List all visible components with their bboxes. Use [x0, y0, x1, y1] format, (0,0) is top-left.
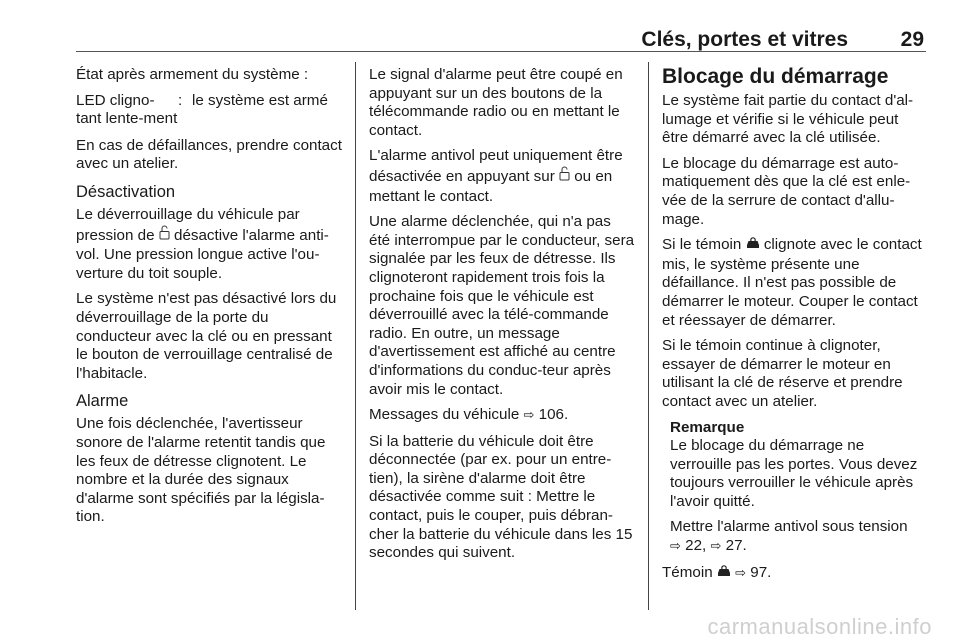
heading-deactivation: Désactivation [76, 182, 176, 201]
failure-paragraph: En cas de défaillances, prendre contact avec un atelier. [76, 136, 342, 173]
deactivation-paragraph-2: Le système n'est pas désactivé lors du déverrouillage de la porte du conducteur avec la clé ou en pressant le bouton de verrouillage centralisé de l'habitacle. [76, 290, 337, 382]
column-2 [369, 66, 635, 570]
note-heading: Remarque [670, 418, 745, 436]
led-colon: : [178, 91, 183, 109]
section-title: Clés, portes et vitres [641, 28, 848, 51]
column-3 [662, 66, 928, 590]
column-1 [76, 66, 342, 534]
arming-intro: État après armement du système : [76, 66, 309, 83]
note-box [662, 419, 928, 557]
note-paragraph-2: Mettre l'alarme antivol sous tension ⇨ 22, ⇨ 27. [670, 518, 908, 555]
unlock-icon [559, 166, 570, 188]
arrow-right-icon: ⇨ [670, 539, 681, 555]
deactivation-paragraph-1: Le déverrouillage du véhicule par pression de désactive l'alarme anti-vol. Une pression longue active l'ou-verture du toit souple. [76, 205, 329, 282]
alarm-deactivate-paragraph: L'alarme antivol peut uniquement être désactivée en appuyant sur ou en mettant le contact. [369, 147, 623, 205]
page-ref-link[interactable]: 27. [725, 537, 747, 555]
page-number: 29 [900, 28, 924, 51]
arrow-right-icon: ⇨ [735, 565, 747, 581]
immobiliser-paragraph-3: Si le témoin clignote avec le contact mis, le système présente une défaillance. Il n'est pas possible de démarrer le moteur. Couper le contact et réessayer de démarrer. [662, 236, 922, 329]
column-divider [648, 62, 649, 610]
note-paragraph-1: Le blocage du démarrage ne verrouille pas les portes. Vous devez toujours verrouiller le véhicule après l'avoir quitté. [670, 437, 918, 510]
immobiliser-paragraph-2: Le blocage du démarrage est auto-matiquement dès que la clé est enle-vée de la serrure de contact d'allu-mage. [662, 154, 911, 228]
led-status-row [76, 92, 342, 129]
indicator-ref: Témoin ⇨ 97. [662, 564, 928, 584]
heading-alarm: Alarme [76, 392, 129, 411]
car-key-icon [746, 237, 760, 256]
heading-immobiliser: Blocage du démarrage [662, 65, 889, 88]
car-key-icon [717, 565, 731, 584]
arrow-right-icon: ⇨ [710, 539, 722, 555]
alarm-paragraph: Une fois déclenchée, l'avertisseur sonore de l'alarme retentit tandis que les feux de détresse clignotent. Le nombre et la durée des signaux d'alarme sont spécifiés par la législa-tion. [76, 415, 326, 526]
arrow-right-icon: ⇨ [523, 408, 535, 424]
page-header [0, 28, 960, 50]
unlock-icon [159, 225, 170, 247]
immobiliser-paragraph-1: Le système fait partie du contact d'al-lumage et vérifie si le véhicule peut être démarré avec la clé utilisée. [662, 92, 914, 147]
led-description: le système est armé [192, 91, 328, 109]
led-term: LED cligno-tant lente-ment [76, 91, 178, 128]
page-ref-link[interactable]: 97. [750, 563, 772, 581]
page-ref-link[interactable]: 106. [538, 406, 569, 424]
column-divider [355, 62, 356, 610]
page-ref-link[interactable]: 22, [685, 537, 707, 555]
vehicle-messages-ref: Messages du véhicule ⇨ 106. [369, 406, 569, 424]
immobiliser-paragraph-4: Si le témoin continue à clignoter, essayer de démarrer le moteur en utilisant la clé de réserve et prendre contact avec un atelier. [662, 337, 903, 410]
triggered-alarm-paragraph: Une alarme déclenchée, qui n'a pas été interrompue par le conducteur, sera signalée par les feux de détresse. Ils clignoteront rapidement trois fois la prochaine fois que le véhicule est déverrouillé avec la télé-commande radio. En outre, un message d'avertissement est affiché au centre d'informations du conduc-teur après avoir mis le contact. [369, 213, 635, 398]
battery-paragraph: Si la batterie du véhicule doit être déconnectée (par ex. pour un entre-tien), la sirène d'alarme doit être désactivée comme suit : Mettre le contact, puis le couper, puis débran-cher la batterie du véhicule dans les 15 secondes qui suivent. [369, 432, 633, 562]
watermark: carmanualsonline.info [707, 614, 932, 639]
header-rule [76, 51, 926, 52]
alarm-stop-paragraph: Le signal d'alarme peut être coupé en appuyant sur un des boutons de la télécommande radio ou en mettant le contact. [369, 66, 623, 139]
